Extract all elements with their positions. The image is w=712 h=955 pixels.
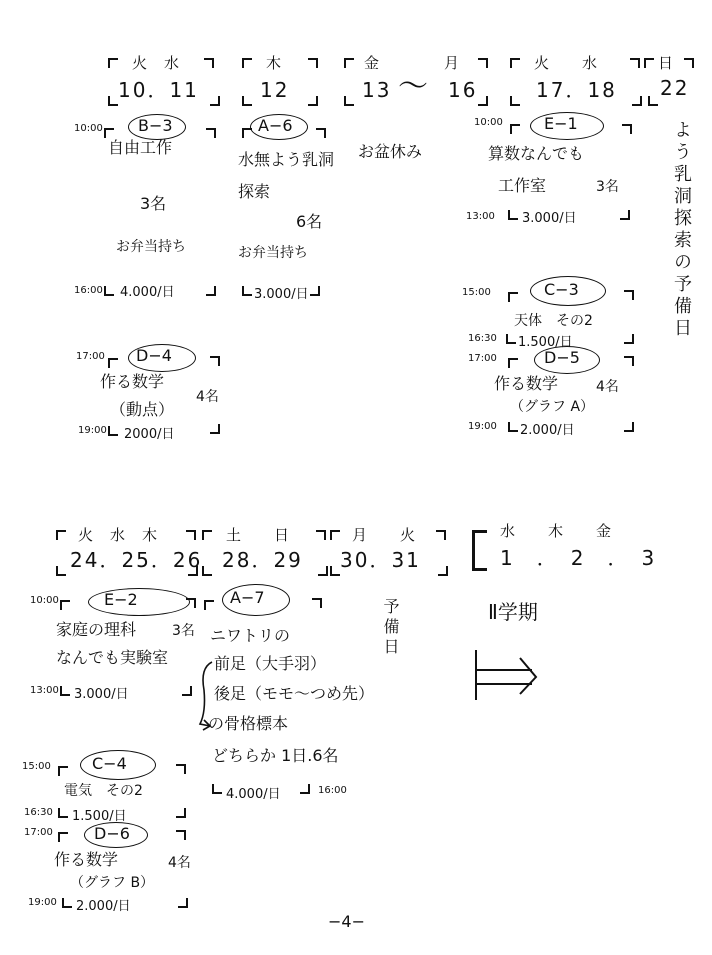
side-note-vertical: よう乳洞探索の予備日 <box>671 120 692 340</box>
header-dates: 28．29 <box>222 548 303 572</box>
activity-code: A−7 <box>230 588 265 607</box>
price: 3.000/日 <box>254 287 309 302</box>
price: 2.000/日 <box>520 423 575 438</box>
end-time: 13:00 <box>466 211 495 222</box>
participant-count: 4名 <box>168 855 191 871</box>
activity-title: 算数なんでも <box>488 144 585 163</box>
price: 2.000/日 <box>76 899 131 914</box>
header-dow: 火 水 <box>132 54 181 72</box>
participant-count: 6名 <box>296 212 323 231</box>
header-dow: 月 火 <box>352 526 417 544</box>
activity-code: E−1 <box>544 114 578 133</box>
yobi-vertical: 予備日 <box>381 598 400 658</box>
participant-count: 4名 <box>196 389 219 405</box>
activity-line-5: どちらか 1日.6名 <box>212 746 339 765</box>
bring-note: お弁当持ち <box>116 239 186 255</box>
activity-title: 電気 その2 <box>64 783 143 799</box>
end-time: 16:00 <box>318 785 347 796</box>
end-time: 16:30 <box>468 333 497 344</box>
activity-code: C−4 <box>92 754 127 773</box>
header-dates: 24．25．26 <box>70 548 203 572</box>
activity-code: B−3 <box>138 116 173 135</box>
activity-code: D−5 <box>544 348 580 367</box>
header-dow: 火 水 <box>534 54 599 72</box>
header-dow: 火 水 木 <box>78 526 159 544</box>
activity-subtitle: （グラフ A） <box>510 399 595 415</box>
end-time: 19:00 <box>78 425 107 436</box>
end-time: 16:30 <box>24 807 53 818</box>
activity-title-2: 探索 <box>238 182 271 201</box>
activity-code: C−3 <box>544 280 579 299</box>
activity-code: E−2 <box>104 590 138 609</box>
participant-count: 3名 <box>172 623 195 639</box>
participant-count: 4名 <box>596 379 619 395</box>
header-dow: 金 月 <box>364 54 461 72</box>
activity-code: A−6 <box>258 116 293 135</box>
header-dates: 22 <box>660 76 690 100</box>
activity-title: 家庭の理科 <box>56 620 137 639</box>
start-time: 15:00 <box>462 287 491 298</box>
header-dates: 10．11 <box>118 78 199 102</box>
price: 1.500/日 <box>72 809 127 824</box>
term-label: Ⅱ学期 <box>488 600 538 624</box>
participant-count: 3名 <box>596 179 619 195</box>
activity-title: 作る数学 <box>494 374 559 393</box>
price: 3.000/日 <box>522 211 577 226</box>
start-time: 17:00 <box>76 351 105 362</box>
activity-line-2: 前足（大手羽） <box>214 654 327 673</box>
obon-holiday: お盆休み <box>358 142 423 161</box>
activity-line-1: ニワトリの <box>210 626 291 645</box>
header-dow: 水 木 金 <box>500 522 613 540</box>
arrow-right-icon <box>476 650 536 700</box>
header-date-start: 13 <box>362 78 392 102</box>
activity-title-2: 工作室 <box>498 176 547 195</box>
start-time: 10:00 <box>30 595 59 606</box>
header-dates: 1 ． 2 ． 3 <box>500 546 657 570</box>
start-time: 10:00 <box>474 117 503 128</box>
header-dow: 木 <box>266 54 283 72</box>
grouping-brace <box>200 662 212 726</box>
activity-subtitle: （動点） <box>110 400 175 419</box>
price: 4.000/日 <box>226 787 281 802</box>
header-dow: 日 <box>658 54 675 72</box>
activity-title: 天体 その2 <box>514 313 593 329</box>
start-time: 17:00 <box>24 827 53 838</box>
end-time: 19:00 <box>468 421 497 432</box>
end-time: 13:00 <box>30 685 59 696</box>
activity-line-4: の骨格標本 <box>208 714 289 733</box>
activity-title: 作る数学 <box>100 372 165 391</box>
start-time: 10:00 <box>74 123 103 134</box>
end-time: 19:00 <box>28 897 57 908</box>
end-time: 16:00 <box>74 285 103 296</box>
activity-code: D−6 <box>94 824 130 843</box>
start-time: 15:00 <box>22 761 51 772</box>
activity-subtitle: （グラフ B） <box>70 875 155 891</box>
activity-title: 水無よう乳洞 <box>238 150 335 169</box>
range-tilde: 〜 <box>398 69 428 104</box>
activity-title: 作る数学 <box>54 850 119 869</box>
activity-line-3: 後足（モモ〜つめ先） <box>214 684 375 703</box>
page-number: −4− <box>328 912 365 931</box>
price: 2000/日 <box>124 427 175 442</box>
start-time: 17:00 <box>468 353 497 364</box>
header-dates: 30．31 <box>340 548 421 572</box>
price: 4.000/日 <box>120 285 175 300</box>
participant-count: 3名 <box>140 194 167 213</box>
activity-title-2: なんでも実験室 <box>56 648 169 667</box>
activity-code: D−4 <box>136 346 172 365</box>
price: 3.000/日 <box>74 687 129 702</box>
header-dates: 17．18 <box>536 78 617 102</box>
header-dates: 12 <box>260 78 290 102</box>
header-dow: 土 日 <box>226 526 291 544</box>
price: 1.500/日 <box>518 335 573 350</box>
bring-note: お弁当持ち <box>238 245 308 261</box>
activity-title: 自由工作 <box>108 138 173 157</box>
header-date-end: 16 <box>448 78 478 102</box>
